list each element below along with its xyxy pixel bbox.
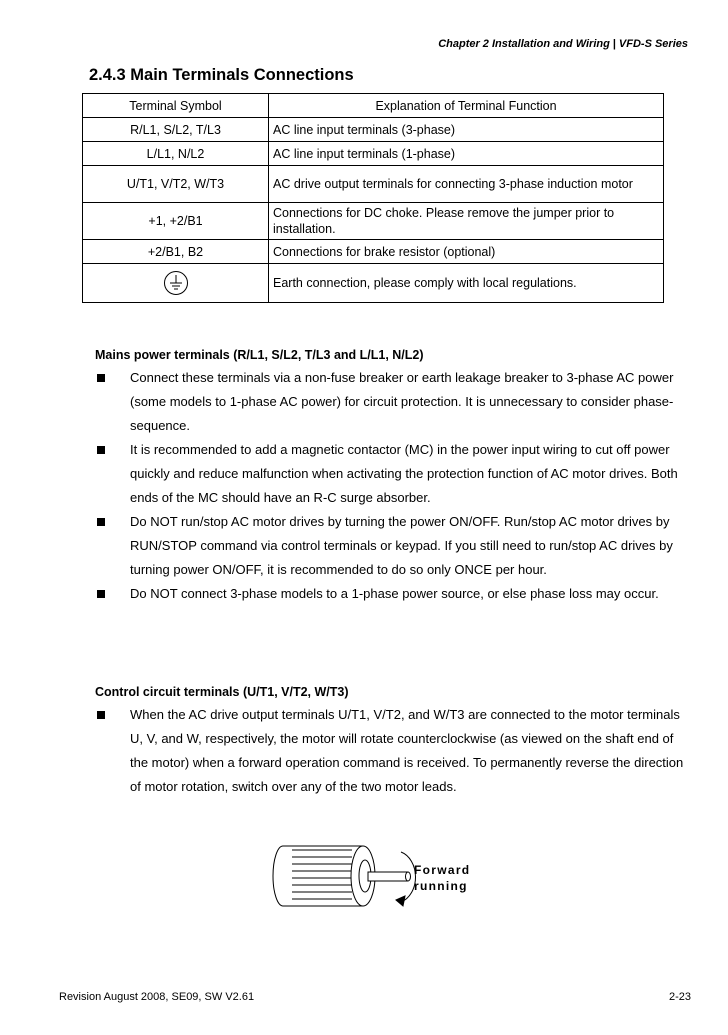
list-item bbox=[95, 703, 695, 799]
footer-revision: Revision August 2008, SE09, SW V2.61 bbox=[59, 991, 255, 1003]
terminal-symbol: +1, +2/B1 bbox=[83, 203, 269, 240]
control-bullet-list bbox=[95, 703, 695, 799]
table-header-row bbox=[83, 94, 664, 118]
terminal-explanation: Connections for DC choke. Please remove the jumper prior to installation. bbox=[269, 203, 664, 240]
header-series: VFD-S Series bbox=[618, 38, 688, 50]
terminal-symbol: L/L1, N/L2 bbox=[83, 142, 269, 166]
table-header-explanation: Explanation of Terminal Function bbox=[269, 94, 664, 118]
list-item bbox=[95, 438, 695, 510]
bullet-icon bbox=[97, 374, 105, 382]
list-item bbox=[95, 510, 695, 582]
terminal-symbol: U/T1, V/T2, W/T3 bbox=[83, 166, 269, 203]
ground-icon bbox=[163, 270, 189, 296]
terminal-explanation: AC line input terminals (1-phase) bbox=[269, 142, 664, 166]
figure-label-line2: running bbox=[414, 879, 468, 893]
table-row bbox=[83, 118, 664, 142]
bullet-text: Do NOT connect 3-phase models to a 1-phase power source, or else phase loss may occur. bbox=[130, 586, 659, 601]
bullet-icon bbox=[97, 446, 105, 454]
bullet-icon bbox=[97, 518, 105, 526]
header-chapter: Chapter 2 Installation and Wiring bbox=[438, 38, 610, 50]
list-item bbox=[95, 582, 695, 606]
terminal-explanation: AC drive output terminals for connecting 3-phase induction motor bbox=[269, 166, 664, 203]
bullet-text: Connect these terminals via a non-fuse breaker or earth leakage breaker to 3-phase AC power (some models to 1-phase AC power) for circuit protection. It is unnecessary to consider phase-sequence. bbox=[130, 370, 674, 433]
mains-bullet-list bbox=[95, 366, 695, 606]
list-item bbox=[95, 366, 695, 438]
terminal-explanation: Connections for brake resistor (optional) bbox=[269, 240, 664, 264]
bullet-icon bbox=[97, 711, 105, 719]
terminal-symbol: +2/B1, B2 bbox=[83, 240, 269, 264]
terminal-explanation: Earth connection, please comply with local regulations. bbox=[269, 264, 664, 303]
terminal-explanation: AC line input terminals (3-phase) bbox=[269, 118, 664, 142]
motor-body bbox=[273, 846, 375, 906]
control-heading: Control circuit terminals (U/T1, V/T2, W/T3) bbox=[95, 685, 349, 699]
table-row bbox=[83, 142, 664, 166]
terminals-table bbox=[82, 93, 664, 303]
page-header bbox=[438, 38, 688, 50]
terminal-symbol-ground bbox=[83, 264, 269, 303]
table-row bbox=[83, 203, 664, 240]
bullet-text: When the AC drive output terminals U/T1, V/T2, and W/T3 are connected to the motor terminals U, V, and W, respectively, the motor will rotate counterclockwise (as viewed on the shaft end of the motor) when a forward operation command is received. To permanently reverse the direction of motor rotation, switch over any of the two motor leads. bbox=[130, 707, 684, 794]
table-header-symbol: Terminal Symbol bbox=[83, 94, 269, 118]
terminal-symbol: R/L1, S/L2, T/L3 bbox=[83, 118, 269, 142]
bullet-icon bbox=[97, 590, 105, 598]
header-separator: | bbox=[612, 38, 616, 50]
section-title: 2.4.3 Main Terminals Connections bbox=[89, 66, 354, 84]
bullet-text: It is recommended to add a magnetic contactor (MC) in the power input wiring to cut off power quickly and reduce malfunction when activating the protection function of AC motor drives. Both ends of the MC should have an R-C surge absorber. bbox=[130, 442, 678, 505]
table-row bbox=[83, 264, 664, 303]
footer-page-number: 2-23 bbox=[668, 991, 691, 1003]
mains-heading: Mains power terminals (R/L1, S/L2, T/L3 and L/L1, N/L2) bbox=[95, 348, 424, 362]
figure-label-line1: Forward bbox=[414, 863, 471, 877]
bullet-text: Do NOT run/stop AC motor drives by turning the power ON/OFF. Run/stop AC motor drives by RUN/STOP command via control terminals or keypad. If you still need to run/stop AC drives by turning power ON/OFF, it is recommended to do so only ONCE per hour. bbox=[130, 514, 673, 577]
table-row bbox=[83, 240, 664, 264]
figure-label bbox=[414, 862, 470, 894]
motor-shaft bbox=[368, 872, 411, 881]
table-row bbox=[83, 166, 664, 203]
